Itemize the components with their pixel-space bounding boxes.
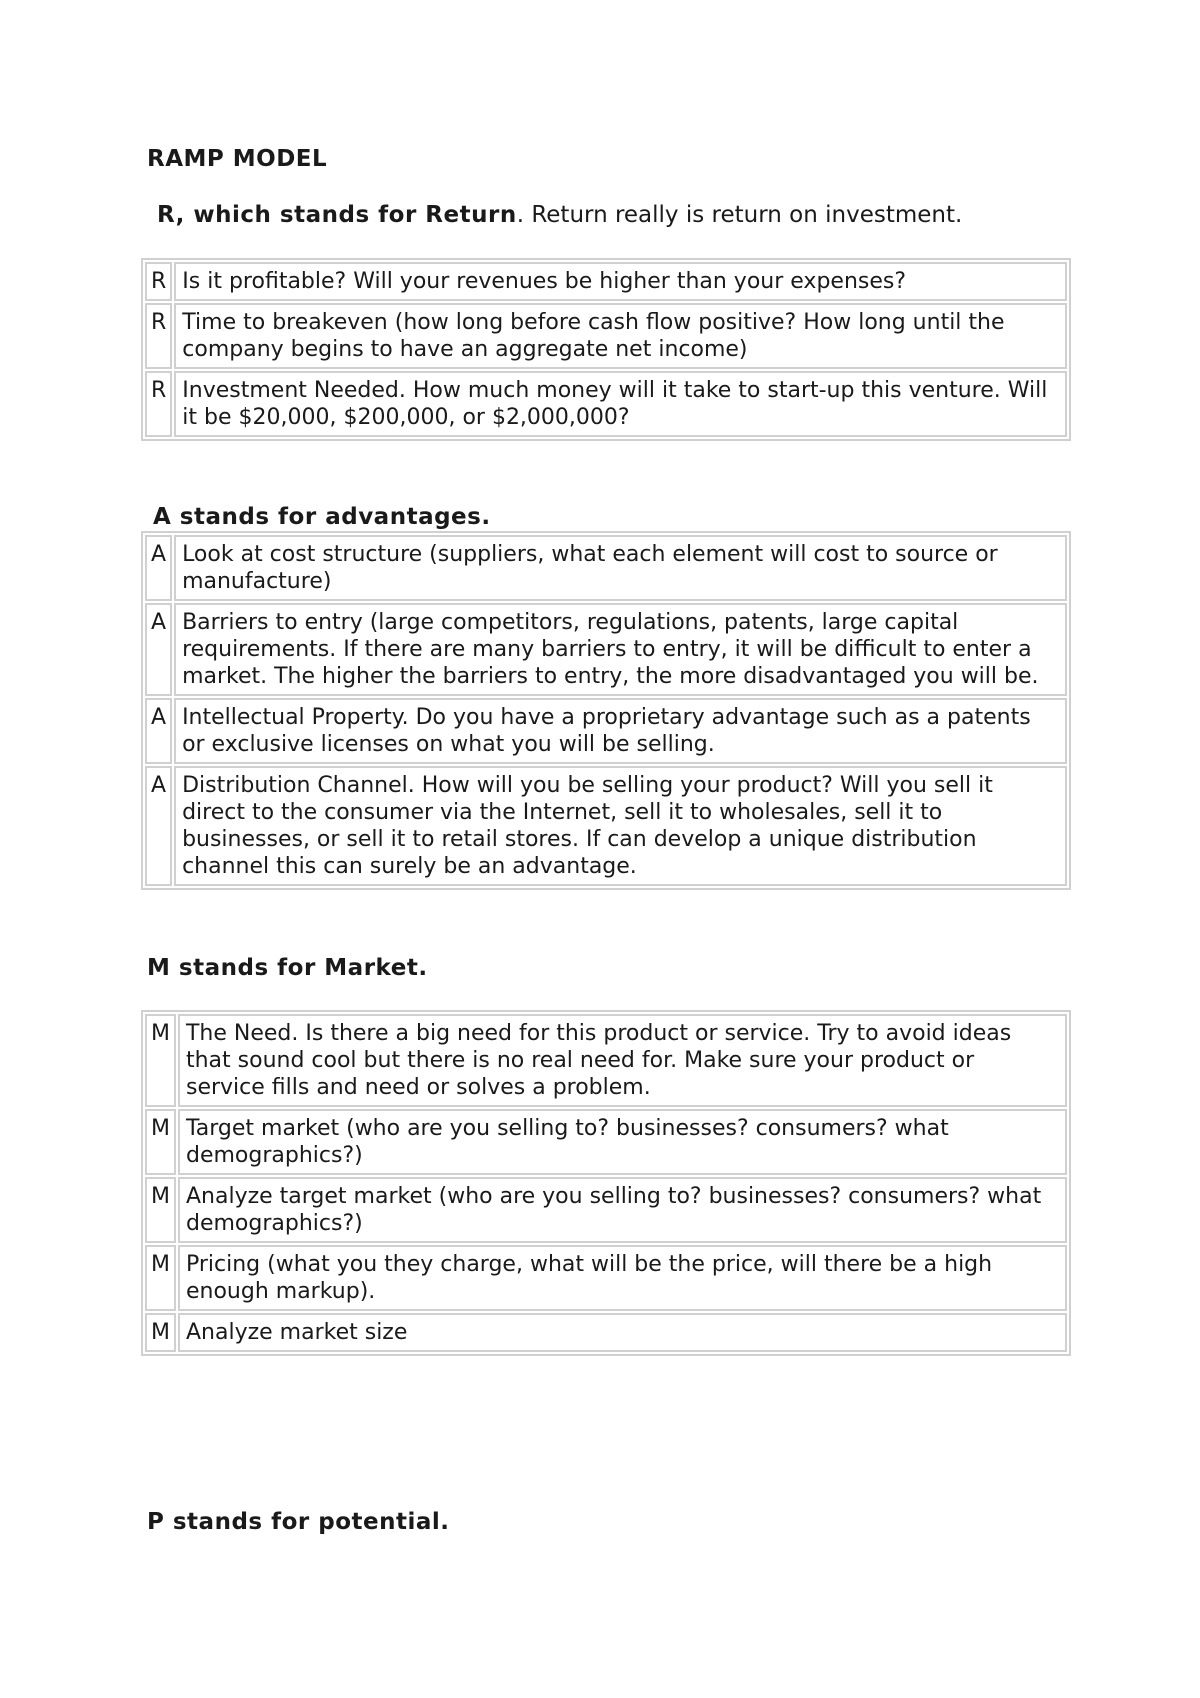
return-heading-bold: R, which stands for Return <box>157 202 517 228</box>
potential-heading: P stands for potential. <box>147 1509 450 1535</box>
table-row <box>145 262 1067 301</box>
advantages-table <box>141 531 1071 890</box>
row-text: Barriers to entry (large competitors, regulations, patents, large capital requirements. If there are many barriers to entry, it will be difficult to enter a market. The higher the barriers to entry, the more disadvantaged you will be. <box>174 603 1067 696</box>
row-text: Investment Needed. How much money will it take to start-up this venture. Will it be $20,000, $200,000, or $2,000,000? <box>174 371 1067 437</box>
advantages-heading: A stands for advantages. <box>153 504 491 530</box>
document-title: RAMP MODEL <box>147 146 328 172</box>
row-text: Analyze market size <box>178 1313 1067 1352</box>
row-text: The Need. Is there a big need for this product or service. Try to avoid ideas that sound cool but there is no real need for. Make sure your product or service fills and need or solves a problem. <box>178 1014 1067 1107</box>
row-text: Time to breakeven (how long before cash flow positive? How long until the company begins to have an aggregate net income) <box>174 303 1067 369</box>
table-row <box>145 1109 1067 1175</box>
market-table <box>141 1010 1071 1356</box>
table-row <box>145 766 1067 886</box>
row-text: Distribution Channel. How will you be selling your product? Will you sell it direct to the consumer via the Internet, sell it to wholesales, sell it to businesses, or sell it to retail stores. If can develop a unique distribution channel this can surely be an advantage. <box>174 766 1067 886</box>
row-letter: R <box>145 371 172 437</box>
row-letter: M <box>145 1313 176 1352</box>
row-letter: A <box>145 535 172 601</box>
table-row <box>145 1014 1067 1107</box>
table-row <box>145 1245 1067 1311</box>
table-row <box>145 698 1067 764</box>
row-text: Look at cost structure (suppliers, what each element will cost to source or manufacture) <box>174 535 1067 601</box>
row-letter: M <box>145 1177 176 1243</box>
table-row <box>145 371 1067 437</box>
table-row <box>145 303 1067 369</box>
return-heading-rest: . Return really is return on investment. <box>516 202 963 228</box>
row-text: Pricing (what you they charge, what will be the price, will there be a high enough markup). <box>178 1245 1067 1311</box>
row-letter: A <box>145 698 172 764</box>
row-text: Analyze target market (who are you selling to? businesses? consumers? what demographics?) <box>178 1177 1067 1243</box>
return-table <box>141 258 1071 441</box>
row-letter: M <box>145 1109 176 1175</box>
row-text: Target market (who are you selling to? businesses? consumers? what demographics?) <box>178 1109 1067 1175</box>
row-letter: R <box>145 262 172 301</box>
table-row <box>145 535 1067 601</box>
row-letter: R <box>145 303 172 369</box>
row-letter: M <box>145 1245 176 1311</box>
return-heading <box>157 202 962 228</box>
table-row <box>145 603 1067 696</box>
row-letter: A <box>145 603 172 696</box>
row-text: Intellectual Property. Do you have a proprietary advantage such as a patents or exclusive licenses on what you will be selling. <box>174 698 1067 764</box>
market-heading: M stands for Market. <box>147 955 428 981</box>
table-row <box>145 1177 1067 1243</box>
table-row <box>145 1313 1067 1352</box>
row-letter: A <box>145 766 172 886</box>
row-letter: M <box>145 1014 176 1107</box>
row-text: Is it profitable? Will your revenues be higher than your expenses? <box>174 262 1067 301</box>
